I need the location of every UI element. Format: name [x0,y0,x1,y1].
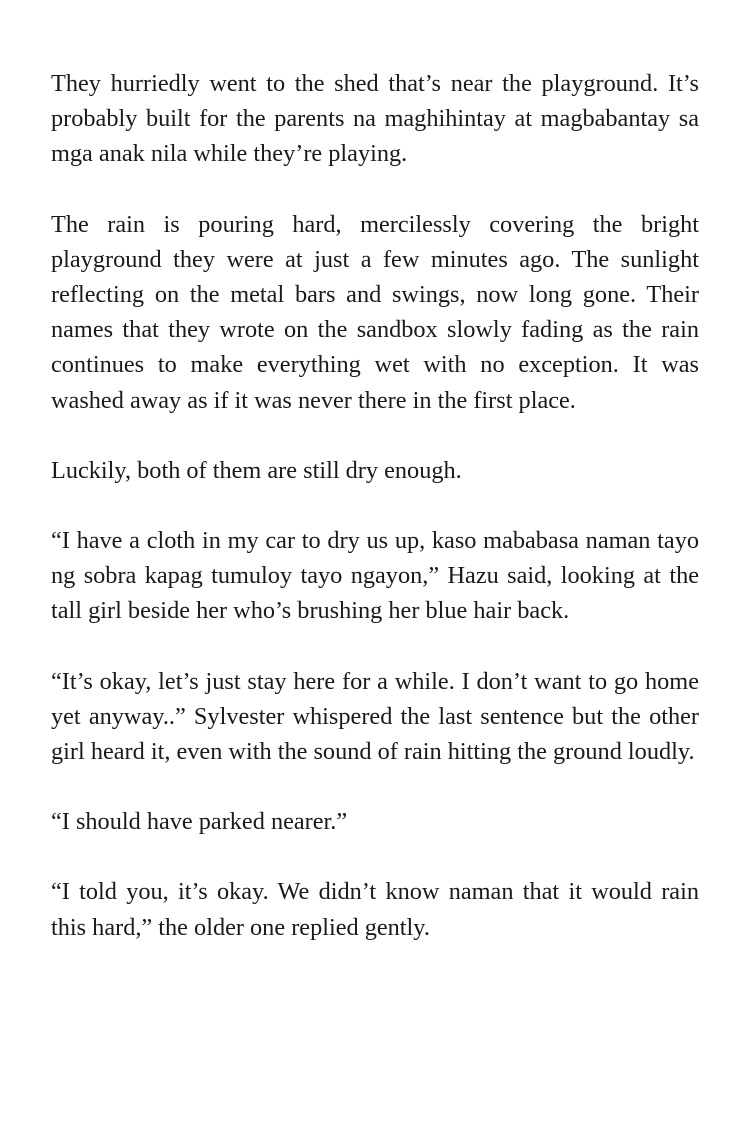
paragraph-sylvester-dialogue: “It’s okay, let’s just stay here for a while. I don’t want to go home yet anyway..” Sylvester whispered the last sentence but the other girl heard it, even with the sound of rain hitting the ground loudly. [51,667,699,766]
paragraph-parked-nearer: “I should have parked nearer.” [51,808,348,836]
paragraph-shed: They hurriedly went to the shed that’s near the playground. It’s probably built for the parents na maghihintay at magbabantay sa mga anak nila while they’re playing. [51,70,699,168]
paragraph-dry: Luckily, both of them are still dry enough. [51,456,462,484]
paragraph-hazu-dialogue: “I have a cloth in my car to dry us up, kaso mababasa naman tayo ng sobra kapag tumuloy tayo ngayon,” Hazu said, looking at the tall girl beside her who’s brushing her blue hair back. [51,527,699,625]
paragraph-rain: The rain is pouring hard, mercilessly covering the bright playground they were at just a few minutes ago. The sunlight reflecting on the metal bars and swings, now long gone. Their names that they wrote on the sandbox slowly fading as the rain continues to make everything wet with no exception. It was washed away as if it was never there in the first place. [51,210,699,414]
paragraph-reply: “I told you, it’s okay. We didn’t know naman that it would rain this hard,” the older one replied gently. [51,878,699,941]
